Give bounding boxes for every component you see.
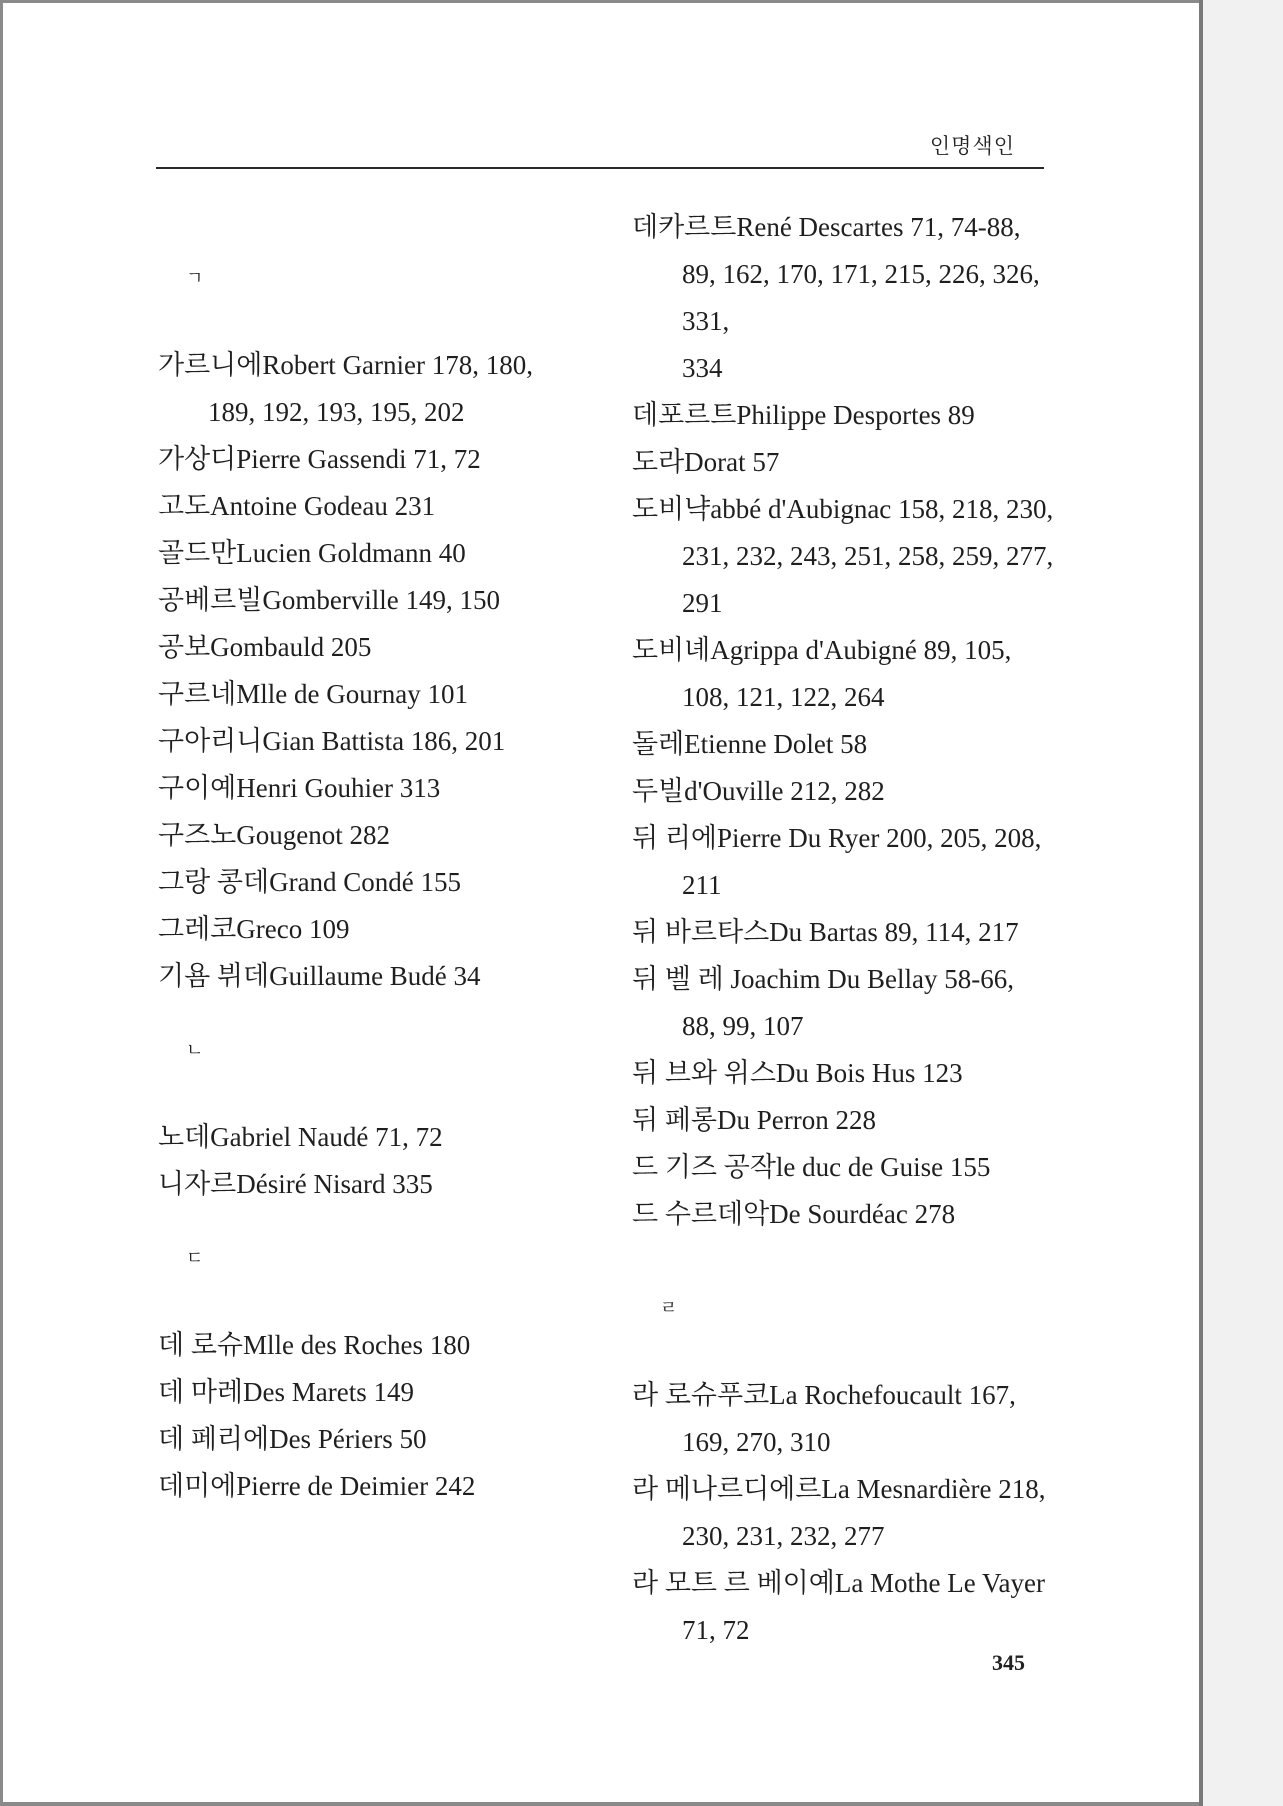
entry-line: 그랑 콩데Grand Condé 155 — [158, 867, 462, 897]
index-entry — [158, 859, 608, 906]
entry-line: 데포르트Philippe Desportes 89 — [632, 400, 975, 430]
index-entry — [158, 1369, 608, 1416]
entry-line: 도비냑abbé d'Aubignac 158, 218, 230, — [632, 494, 1054, 524]
entry-line: 고도Antoine Godeau 231 — [158, 491, 436, 521]
entry-line: 공베르빌Gomberville 149, 150 — [158, 585, 501, 615]
entry-line: 노데Gabriel Naudé 71, 72 — [158, 1122, 443, 1152]
entry-line: 라 메나르디에르La Mesnardière 218, — [632, 1474, 1046, 1504]
header-rule — [156, 167, 1044, 169]
entry-line: 데미에Pierre de Deimier 242 — [158, 1471, 476, 1501]
entry-line: 드 기즈 공작le duc de Guise 155 — [632, 1152, 991, 1182]
index-entry — [632, 392, 1062, 439]
entry-line: 그레코Greco 109 — [158, 914, 350, 944]
entry-continuation: 230, 231, 232, 277 — [682, 1521, 885, 1551]
index-entry — [632, 909, 1062, 956]
entry-line: 두빌d'Ouville 212, 282 — [632, 776, 885, 806]
entry-line: 도라Dorat 57 — [632, 447, 780, 477]
index-entry — [158, 1114, 608, 1161]
entry-continuation: 88, 99, 107 — [682, 1011, 804, 1041]
entry-line: 라 모트 르 베이예La Mothe Le Vayer — [632, 1568, 1045, 1598]
entry-continuation: 89, 162, 170, 171, 215, 226, 326, 331, — [682, 259, 1040, 336]
entry-line: 데 마레Des Marets 149 — [158, 1377, 414, 1407]
section-letter: ㄱ — [186, 268, 204, 289]
index-entry — [158, 906, 608, 953]
entry-line: 데 로슈Mlle des Roches 180 — [158, 1330, 471, 1360]
entry-line: 돌레Etienne Dolet 58 — [632, 729, 868, 759]
page-gutter — [1203, 0, 1283, 1806]
index-entry — [632, 768, 1062, 815]
index-entry — [158, 530, 608, 577]
index-entry — [632, 1560, 1062, 1654]
index-entry — [158, 624, 608, 671]
index-entry — [632, 486, 1062, 627]
section-letter: ㄷ — [186, 1248, 204, 1269]
index-entry — [632, 956, 1062, 1050]
entry-line: 니자르Désiré Nisard 335 — [158, 1169, 433, 1199]
index-entry — [158, 1322, 608, 1369]
entry-line: 뒤 벨 레 Joachim Du Bellay 58-66, — [632, 964, 1014, 994]
entry-line: 구아리니Gian Battista 186, 201 — [158, 726, 506, 756]
index-entry — [158, 718, 608, 765]
index-entry — [158, 1463, 608, 1510]
entry-line: 구르네Mlle de Gournay 101 — [158, 679, 468, 709]
entry-continuation: 169, 270, 310 — [682, 1427, 831, 1457]
index-entry — [632, 721, 1062, 768]
scan-border-left — [0, 0, 3, 1806]
entry-line: 구즈노Gougenot 282 — [158, 820, 390, 850]
entry-line: 뒤 페롱Du Perron 228 — [632, 1105, 876, 1135]
index-entry — [158, 1161, 608, 1208]
index-entry — [158, 671, 608, 718]
index-entry — [632, 439, 1062, 486]
index-entry — [158, 342, 608, 436]
page-number: 345 — [992, 1650, 1025, 1675]
entry-line: 데카르트René Descartes 71, 74-88, — [632, 212, 1021, 242]
section-letter: ㄹ — [660, 1298, 678, 1319]
entry-line: 라 로슈푸코La Rochefoucault 167, — [632, 1380, 1016, 1410]
entry-line: 뒤 리에Pierre Du Ryer 200, 205, 208, — [632, 823, 1042, 853]
entry-line: 도비녜Agrippa d'Aubigné 89, 105, — [632, 635, 1012, 665]
index-column-left — [158, 200, 608, 1510]
index-column-right — [632, 200, 1062, 1654]
running-head: 인명색인 — [929, 134, 1015, 158]
entry-line: 공보Gombauld 205 — [158, 632, 372, 662]
index-entry — [632, 1050, 1062, 1097]
entry-line: 기욤 뷔데Guillaume Budé 34 — [158, 961, 481, 991]
entry-continuation: 189, 192, 193, 195, 202 — [208, 397, 465, 427]
index-entry — [632, 1191, 1062, 1238]
index-entry — [632, 1144, 1062, 1191]
index-entry — [158, 577, 608, 624]
index-entry — [158, 953, 608, 1000]
entry-line: 구이예Henri Gouhier 313 — [158, 773, 441, 803]
index-entry — [632, 1466, 1062, 1560]
index-entry — [632, 1372, 1062, 1466]
entry-continuation: 71, 72 — [682, 1615, 750, 1645]
index-entry — [632, 1097, 1062, 1144]
index-entry — [158, 1416, 608, 1463]
entry-line: 가르니에Robert Garnier 178, 180, — [158, 350, 534, 380]
entry-continuation: 108, 121, 122, 264 — [682, 682, 885, 712]
index-entry — [158, 483, 608, 530]
entry-line: 데 페리에Des Périers 50 — [158, 1424, 427, 1454]
entry-continuation: 211 — [682, 870, 722, 900]
index-entry — [158, 436, 608, 483]
index-entry — [158, 765, 608, 812]
index-entry — [632, 204, 1062, 392]
entry-line: 뒤 브와 위스Du Bois Hus 123 — [632, 1058, 963, 1088]
scan-border-top — [0, 0, 1203, 3]
entry-line: 가상디Pierre Gassendi 71, 72 — [158, 444, 481, 474]
entry-continuation: 334 — [682, 353, 723, 383]
entry-line: 드 수르데악De Sourdéac 278 — [632, 1199, 956, 1229]
entry-continuation: 231, 232, 243, 251, 258, 259, 277, 291 — [682, 541, 1054, 618]
entry-line: 골드만Lucien Goldmann 40 — [158, 538, 466, 568]
section-letter: ㄴ — [186, 1040, 204, 1061]
index-entry — [632, 815, 1062, 909]
index-entry — [632, 627, 1062, 721]
scan-border-bottom — [0, 1802, 1203, 1806]
entry-line: 뒤 바르타스Du Bartas 89, 114, 217 — [632, 917, 1019, 947]
index-entry — [158, 812, 608, 859]
